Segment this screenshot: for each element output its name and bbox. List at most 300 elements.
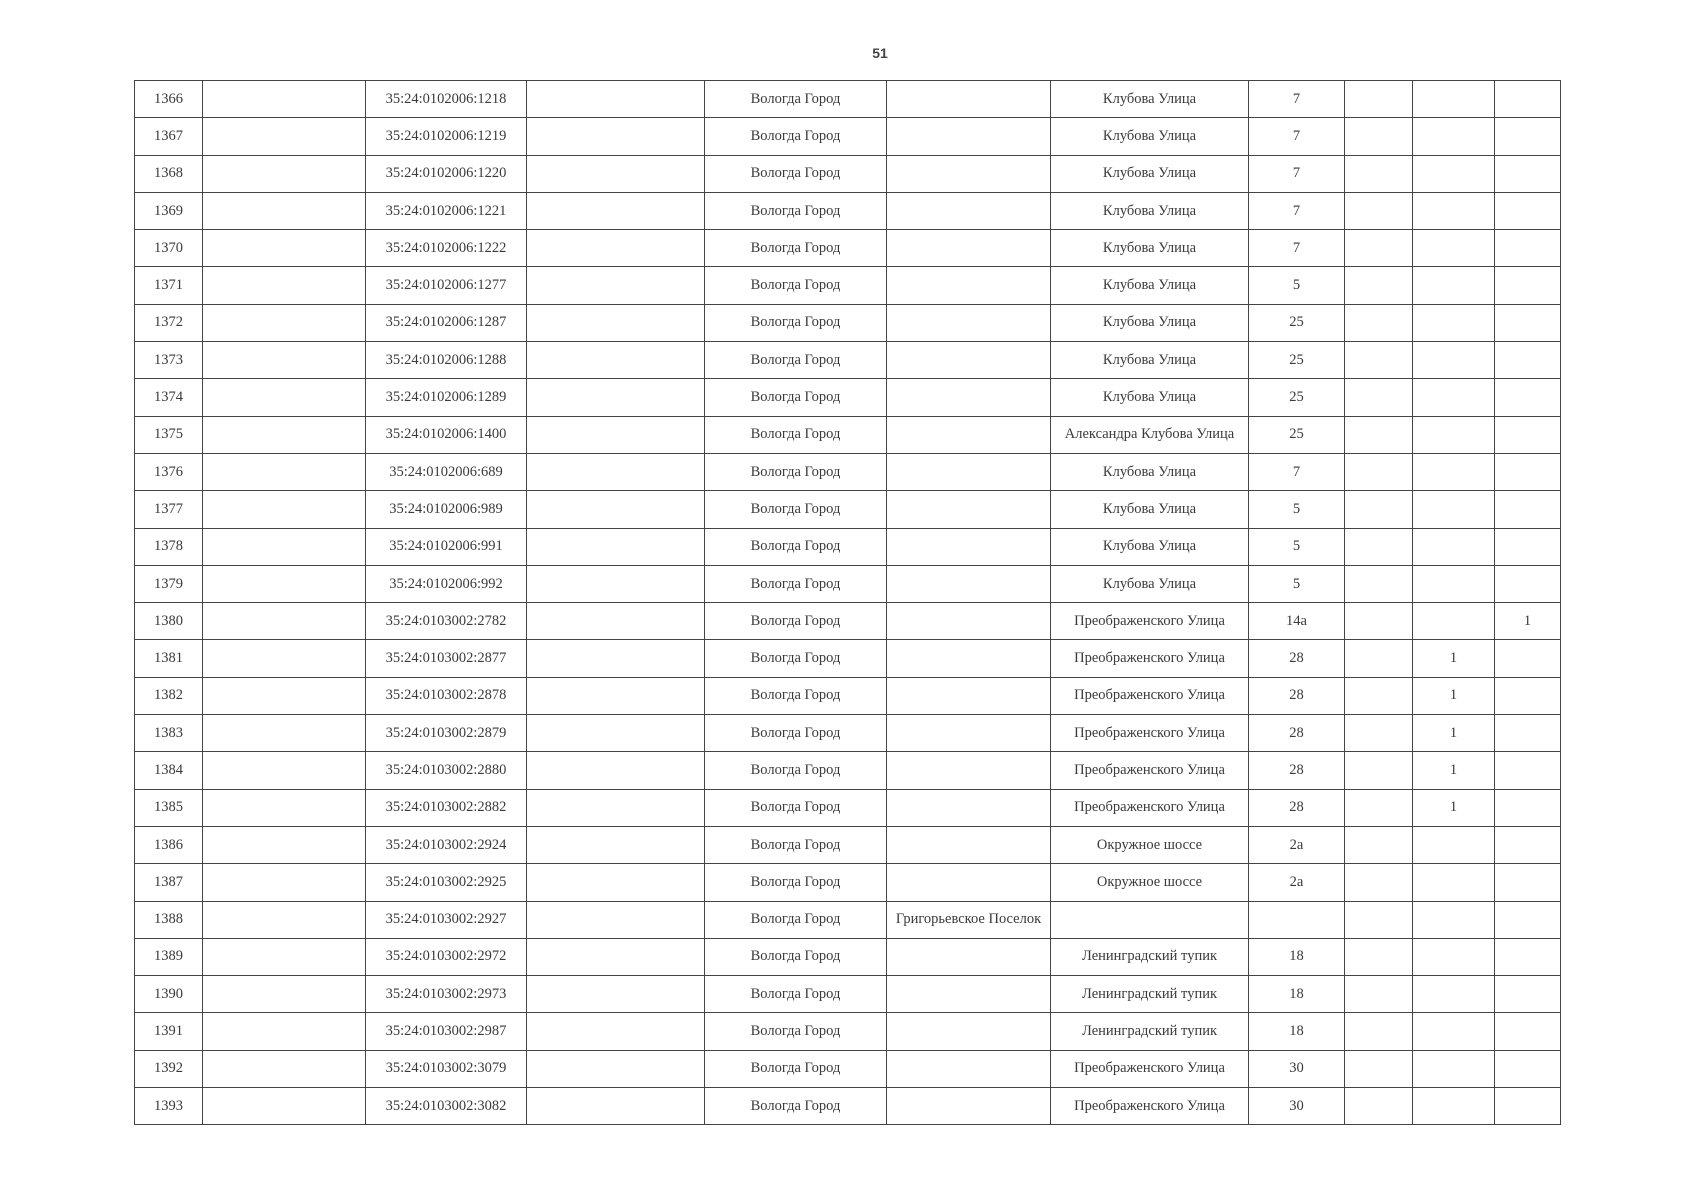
street-cell: Клубова Улица <box>1051 528 1249 565</box>
empty-cell <box>527 304 705 341</box>
street-cell: Преображенского Улица <box>1051 677 1249 714</box>
city-cell: Вологда Город <box>705 416 887 453</box>
street-cell: Клубова Улица <box>1051 230 1249 267</box>
house-number-cell: 25 <box>1249 379 1345 416</box>
settlement-cell <box>887 1050 1051 1087</box>
house-number-cell: 7 <box>1249 192 1345 229</box>
count-cell <box>1413 976 1495 1013</box>
empty-cell <box>203 491 366 528</box>
cadastral-number-cell: 35:24:0102006:1288 <box>366 342 527 379</box>
empty-cell <box>527 826 705 863</box>
house-number-cell: 2а <box>1249 864 1345 901</box>
city-cell: Вологда Город <box>705 267 887 304</box>
row-number-cell: 1380 <box>135 603 203 640</box>
house-number-cell: 30 <box>1249 1050 1345 1087</box>
row-number-cell: 1392 <box>135 1050 203 1087</box>
street-cell: Преображенского Улица <box>1051 640 1249 677</box>
count-cell <box>1495 453 1561 490</box>
settlement-cell <box>887 864 1051 901</box>
table-row <box>135 938 1561 975</box>
count-cell <box>1495 155 1561 192</box>
city-cell: Вологда Город <box>705 1013 887 1050</box>
empty-cell <box>527 789 705 826</box>
cadastral-number-cell: 35:24:0102006:992 <box>366 565 527 602</box>
settlement-cell <box>887 230 1051 267</box>
house-number-cell: 5 <box>1249 491 1345 528</box>
house-number-cell: 18 <box>1249 938 1345 975</box>
cadastral-number-cell: 35:24:0103002:3082 <box>366 1088 527 1125</box>
count-cell <box>1495 976 1561 1013</box>
empty-cell <box>203 379 366 416</box>
row-number-cell: 1384 <box>135 752 203 789</box>
street-cell: Клубова Улица <box>1051 192 1249 229</box>
count-cell <box>1495 938 1561 975</box>
empty-cell <box>527 901 705 938</box>
settlement-cell <box>887 528 1051 565</box>
house-number-cell: 28 <box>1249 789 1345 826</box>
table-row <box>135 267 1561 304</box>
empty-cell <box>203 453 366 490</box>
city-cell: Вологда Город <box>705 565 887 602</box>
empty-cell <box>527 267 705 304</box>
settlement-cell <box>887 976 1051 1013</box>
empty-cell <box>527 155 705 192</box>
cadastral-number-cell: 35:24:0102006:1219 <box>366 118 527 155</box>
empty-cell <box>527 565 705 602</box>
cadastral-number-cell: 35:24:0102006:989 <box>366 491 527 528</box>
house-number-cell <box>1249 901 1345 938</box>
street-cell: Клубова Улица <box>1051 453 1249 490</box>
empty-cell <box>527 976 705 1013</box>
count-cell <box>1413 864 1495 901</box>
cadastral-number-cell: 35:24:0103002:2880 <box>366 752 527 789</box>
empty-cell <box>527 938 705 975</box>
row-number-cell: 1390 <box>135 976 203 1013</box>
cadastral-number-cell: 35:24:0102006:1218 <box>366 81 527 118</box>
settlement-cell <box>887 304 1051 341</box>
cadastral-number-cell: 35:24:0102006:689 <box>366 453 527 490</box>
count-cell <box>1345 342 1413 379</box>
city-cell: Вологда Город <box>705 453 887 490</box>
city-cell: Вологда Город <box>705 938 887 975</box>
empty-cell <box>527 528 705 565</box>
row-number-cell: 1371 <box>135 267 203 304</box>
empty-cell <box>203 603 366 640</box>
empty-cell <box>527 715 705 752</box>
count-cell <box>1413 491 1495 528</box>
empty-cell <box>527 1050 705 1087</box>
empty-cell <box>527 864 705 901</box>
house-number-cell: 7 <box>1249 81 1345 118</box>
count-cell <box>1495 491 1561 528</box>
city-cell: Вологда Город <box>705 379 887 416</box>
cadastral-number-cell: 35:24:0103002:2925 <box>366 864 527 901</box>
settlement-cell <box>887 715 1051 752</box>
count-cell <box>1345 528 1413 565</box>
settlement-cell <box>887 826 1051 863</box>
street-cell: Преображенского Улица <box>1051 1088 1249 1125</box>
count-cell <box>1345 901 1413 938</box>
city-cell: Вологда Город <box>705 603 887 640</box>
count-cell <box>1413 603 1495 640</box>
table-row <box>135 379 1561 416</box>
cadastral-number-cell: 35:24:0103002:2877 <box>366 640 527 677</box>
city-cell: Вологда Город <box>705 155 887 192</box>
count-cell: 1 <box>1413 677 1495 714</box>
empty-cell <box>527 1088 705 1125</box>
count-cell <box>1413 416 1495 453</box>
count-cell <box>1345 453 1413 490</box>
count-cell <box>1345 230 1413 267</box>
count-cell <box>1413 1050 1495 1087</box>
city-cell: Вологда Город <box>705 864 887 901</box>
count-cell: 1 <box>1413 640 1495 677</box>
empty-cell <box>203 192 366 229</box>
street-cell: Клубова Улица <box>1051 267 1249 304</box>
cadastral-number-cell: 35:24:0103002:2782 <box>366 603 527 640</box>
settlement-cell <box>887 342 1051 379</box>
count-cell <box>1495 826 1561 863</box>
cadastral-number-cell: 35:24:0102006:1400 <box>366 416 527 453</box>
house-number-cell: 7 <box>1249 230 1345 267</box>
count-cell <box>1413 1088 1495 1125</box>
city-cell: Вологда Город <box>705 304 887 341</box>
house-number-cell: 7 <box>1249 453 1345 490</box>
empty-cell <box>203 81 366 118</box>
row-number-cell: 1372 <box>135 304 203 341</box>
row-number-cell: 1375 <box>135 416 203 453</box>
count-cell <box>1413 1013 1495 1050</box>
row-number-cell: 1383 <box>135 715 203 752</box>
street-cell: Клубова Улица <box>1051 304 1249 341</box>
settlement-cell <box>887 81 1051 118</box>
row-number-cell: 1381 <box>135 640 203 677</box>
empty-cell <box>527 81 705 118</box>
settlement-cell <box>887 752 1051 789</box>
street-cell: Клубова Улица <box>1051 118 1249 155</box>
empty-cell <box>203 155 366 192</box>
city-cell: Вологда Город <box>705 789 887 826</box>
street-cell: Ленинградский тупик <box>1051 1013 1249 1050</box>
count-cell <box>1345 677 1413 714</box>
count-cell <box>1495 304 1561 341</box>
count-cell <box>1495 1088 1561 1125</box>
table-row <box>135 230 1561 267</box>
house-number-cell: 18 <box>1249 1013 1345 1050</box>
empty-cell <box>203 1050 366 1087</box>
city-cell: Вологда Город <box>705 230 887 267</box>
empty-cell <box>203 528 366 565</box>
house-number-cell: 28 <box>1249 677 1345 714</box>
street-cell: Ленинградский тупик <box>1051 976 1249 1013</box>
house-number-cell: 5 <box>1249 528 1345 565</box>
house-number-cell: 28 <box>1249 715 1345 752</box>
empty-cell <box>203 267 366 304</box>
row-number-cell: 1377 <box>135 491 203 528</box>
empty-cell <box>203 715 366 752</box>
empty-cell <box>203 1088 366 1125</box>
row-number-cell: 1373 <box>135 342 203 379</box>
table-row <box>135 640 1561 677</box>
cadastral-number-cell: 35:24:0102006:991 <box>366 528 527 565</box>
table-row <box>135 453 1561 490</box>
empty-cell <box>203 118 366 155</box>
settlement-cell <box>887 118 1051 155</box>
settlement-cell <box>887 192 1051 229</box>
count-cell <box>1495 640 1561 677</box>
count-cell <box>1413 81 1495 118</box>
street-cell: Александра Клубова Улица <box>1051 416 1249 453</box>
count-cell <box>1413 267 1495 304</box>
count-cell <box>1345 864 1413 901</box>
empty-cell <box>203 565 366 602</box>
house-number-cell: 25 <box>1249 304 1345 341</box>
table-row <box>135 901 1561 938</box>
count-cell <box>1345 416 1413 453</box>
cadastral-number-cell: 35:24:0103002:2973 <box>366 976 527 1013</box>
house-number-cell: 28 <box>1249 752 1345 789</box>
house-number-cell: 2а <box>1249 826 1345 863</box>
city-cell: Вологда Город <box>705 342 887 379</box>
table-row <box>135 677 1561 714</box>
row-number-cell: 1389 <box>135 938 203 975</box>
count-cell <box>1413 453 1495 490</box>
cadastral-number-cell: 35:24:0103002:2987 <box>366 1013 527 1050</box>
registry-table-body <box>135 81 1561 1125</box>
street-cell: Ленинградский тупик <box>1051 938 1249 975</box>
row-number-cell: 1378 <box>135 528 203 565</box>
city-cell: Вологда Город <box>705 901 887 938</box>
house-number-cell: 14а <box>1249 603 1345 640</box>
settlement-cell <box>887 155 1051 192</box>
count-cell <box>1413 901 1495 938</box>
empty-cell <box>527 677 705 714</box>
row-number-cell: 1382 <box>135 677 203 714</box>
count-cell <box>1495 528 1561 565</box>
count-cell <box>1495 1013 1561 1050</box>
settlement-cell <box>887 491 1051 528</box>
count-cell <box>1345 976 1413 1013</box>
table-row <box>135 192 1561 229</box>
count-cell <box>1495 715 1561 752</box>
city-cell: Вологда Город <box>705 1088 887 1125</box>
row-number-cell: 1368 <box>135 155 203 192</box>
settlement-cell: Григорьевское Поселок <box>887 901 1051 938</box>
house-number-cell: 7 <box>1249 155 1345 192</box>
table-row <box>135 155 1561 192</box>
table-row <box>135 864 1561 901</box>
count-cell <box>1413 192 1495 229</box>
table-row <box>135 81 1561 118</box>
house-number-cell: 5 <box>1249 565 1345 602</box>
count-cell <box>1345 118 1413 155</box>
count-cell <box>1345 938 1413 975</box>
house-number-cell: 18 <box>1249 976 1345 1013</box>
empty-cell <box>527 342 705 379</box>
row-number-cell: 1391 <box>135 1013 203 1050</box>
cadastral-number-cell: 35:24:0102006:1287 <box>366 304 527 341</box>
street-cell: Преображенского Улица <box>1051 789 1249 826</box>
count-cell <box>1345 565 1413 602</box>
empty-cell <box>203 342 366 379</box>
count-cell <box>1345 192 1413 229</box>
count-cell <box>1495 752 1561 789</box>
settlement-cell <box>887 1013 1051 1050</box>
table-row <box>135 304 1561 341</box>
empty-cell <box>527 379 705 416</box>
count-cell <box>1495 118 1561 155</box>
street-cell: Клубова Улица <box>1051 379 1249 416</box>
count-cell <box>1495 230 1561 267</box>
settlement-cell <box>887 677 1051 714</box>
count-cell <box>1495 267 1561 304</box>
count-cell <box>1413 342 1495 379</box>
count-cell <box>1345 715 1413 752</box>
row-number-cell: 1386 <box>135 826 203 863</box>
table-row <box>135 342 1561 379</box>
empty-cell <box>527 453 705 490</box>
cadastral-number-cell: 35:24:0103002:2879 <box>366 715 527 752</box>
cadastral-number-cell: 35:24:0102006:1289 <box>366 379 527 416</box>
empty-cell <box>203 752 366 789</box>
empty-cell <box>203 640 366 677</box>
row-number-cell: 1366 <box>135 81 203 118</box>
city-cell: Вологда Город <box>705 715 887 752</box>
row-number-cell: 1379 <box>135 565 203 602</box>
empty-cell <box>527 118 705 155</box>
count-cell <box>1413 826 1495 863</box>
count-cell <box>1345 379 1413 416</box>
row-number-cell: 1376 <box>135 453 203 490</box>
settlement-cell <box>887 267 1051 304</box>
house-number-cell: 25 <box>1249 416 1345 453</box>
table-row <box>135 491 1561 528</box>
settlement-cell <box>887 416 1051 453</box>
table-row <box>135 1088 1561 1125</box>
table-row <box>135 1013 1561 1050</box>
city-cell: Вологда Город <box>705 677 887 714</box>
empty-cell <box>527 1013 705 1050</box>
street-cell: Клубова Улица <box>1051 565 1249 602</box>
empty-cell <box>203 304 366 341</box>
settlement-cell <box>887 1088 1051 1125</box>
table-row <box>135 826 1561 863</box>
city-cell: Вологда Город <box>705 976 887 1013</box>
count-cell <box>1495 901 1561 938</box>
row-number-cell: 1385 <box>135 789 203 826</box>
empty-cell <box>527 192 705 229</box>
count-cell <box>1495 1050 1561 1087</box>
count-cell <box>1345 267 1413 304</box>
table-row <box>135 565 1561 602</box>
empty-cell <box>203 1013 366 1050</box>
row-number-cell: 1393 <box>135 1088 203 1125</box>
empty-cell <box>527 640 705 677</box>
count-cell <box>1413 565 1495 602</box>
street-cell: Окружное шоссе <box>1051 864 1249 901</box>
empty-cell <box>203 677 366 714</box>
street-cell: Окружное шоссе <box>1051 826 1249 863</box>
settlement-cell <box>887 565 1051 602</box>
row-number-cell: 1387 <box>135 864 203 901</box>
empty-cell <box>203 826 366 863</box>
count-cell: 1 <box>1413 752 1495 789</box>
table-row <box>135 603 1561 640</box>
cadastral-number-cell: 35:24:0103002:2924 <box>366 826 527 863</box>
cadastral-number-cell: 35:24:0103002:3079 <box>366 1050 527 1087</box>
street-cell: Преображенского Улица <box>1051 752 1249 789</box>
city-cell: Вологда Город <box>705 752 887 789</box>
table-row <box>135 789 1561 826</box>
empty-cell <box>203 416 366 453</box>
empty-cell <box>203 789 366 826</box>
house-number-cell: 28 <box>1249 640 1345 677</box>
street-cell: Клубова Улица <box>1051 155 1249 192</box>
row-number-cell: 1370 <box>135 230 203 267</box>
row-number-cell: 1367 <box>135 118 203 155</box>
row-number-cell: 1374 <box>135 379 203 416</box>
table-row <box>135 1050 1561 1087</box>
count-cell <box>1345 603 1413 640</box>
empty-cell <box>527 491 705 528</box>
city-cell: Вологда Город <box>705 528 887 565</box>
empty-cell <box>527 416 705 453</box>
count-cell <box>1345 81 1413 118</box>
count-cell <box>1345 155 1413 192</box>
count-cell <box>1413 938 1495 975</box>
count-cell <box>1495 565 1561 602</box>
count-cell <box>1345 640 1413 677</box>
count-cell <box>1345 491 1413 528</box>
empty-cell <box>203 976 366 1013</box>
page-number: 51 <box>872 45 888 61</box>
city-cell: Вологда Город <box>705 826 887 863</box>
registry-table <box>134 80 1561 1125</box>
count-cell: 1 <box>1495 603 1561 640</box>
count-cell <box>1495 789 1561 826</box>
street-cell: Клубова Улица <box>1051 81 1249 118</box>
count-cell <box>1345 1050 1413 1087</box>
empty-cell <box>203 230 366 267</box>
city-cell: Вологда Город <box>705 491 887 528</box>
row-number-cell: 1369 <box>135 192 203 229</box>
empty-cell <box>203 938 366 975</box>
table-row <box>135 715 1561 752</box>
house-number-cell: 30 <box>1249 1088 1345 1125</box>
row-number-cell: 1388 <box>135 901 203 938</box>
cadastral-number-cell: 35:24:0103002:2972 <box>366 938 527 975</box>
cadastral-number-cell: 35:24:0102006:1221 <box>366 192 527 229</box>
count-cell <box>1495 81 1561 118</box>
count-cell <box>1413 155 1495 192</box>
city-cell: Вологда Город <box>705 640 887 677</box>
settlement-cell <box>887 379 1051 416</box>
count-cell <box>1413 118 1495 155</box>
count-cell <box>1495 379 1561 416</box>
count-cell <box>1495 864 1561 901</box>
city-cell: Вологда Город <box>705 192 887 229</box>
city-cell: Вологда Город <box>705 118 887 155</box>
empty-cell <box>203 901 366 938</box>
settlement-cell <box>887 603 1051 640</box>
house-number-cell: 7 <box>1249 118 1345 155</box>
count-cell: 1 <box>1413 715 1495 752</box>
count-cell <box>1345 304 1413 341</box>
cadastral-number-cell: 35:24:0103002:2882 <box>366 789 527 826</box>
cadastral-number-cell: 35:24:0102006:1220 <box>366 155 527 192</box>
table-row <box>135 752 1561 789</box>
count-cell <box>1413 528 1495 565</box>
